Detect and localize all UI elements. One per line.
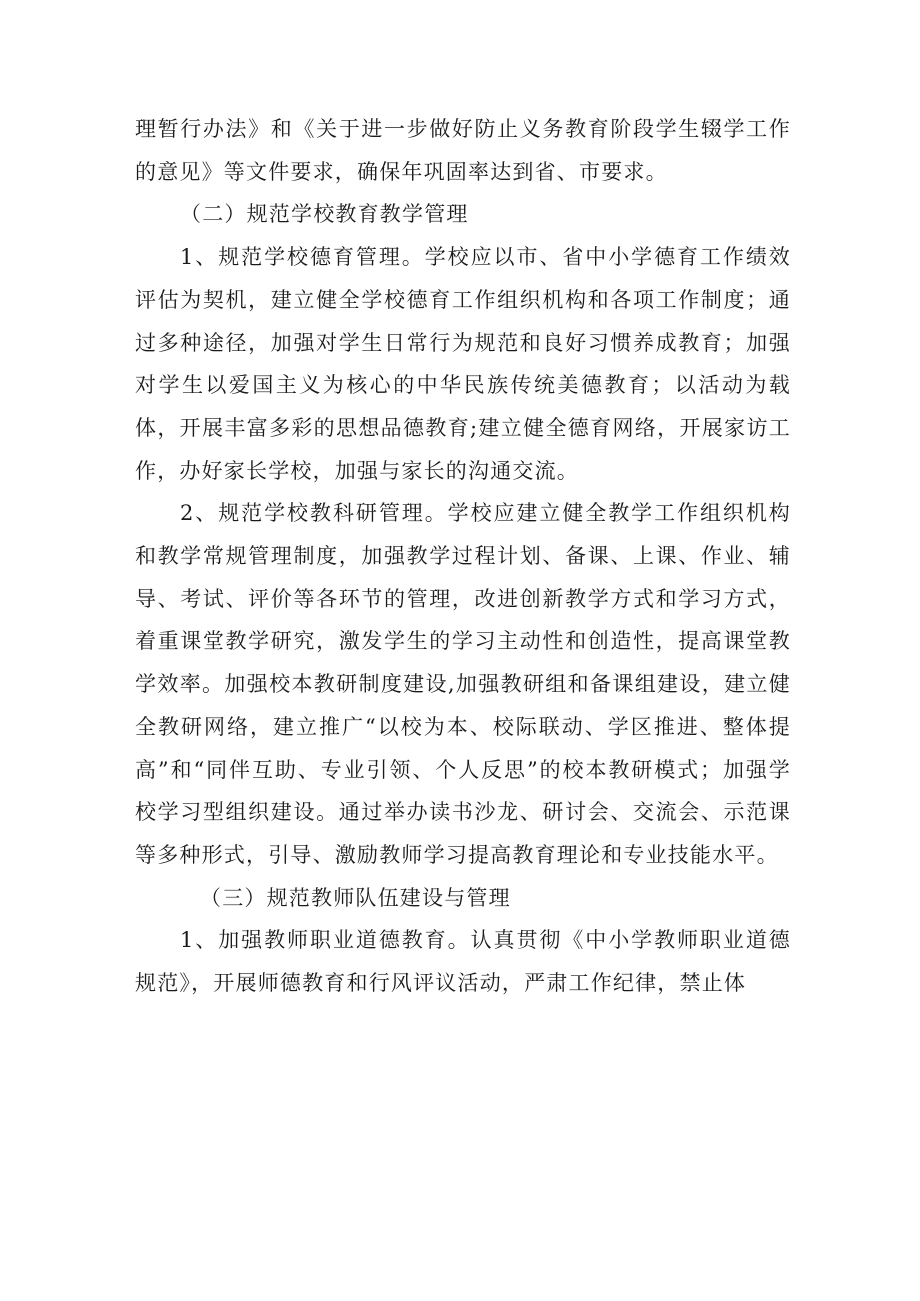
paragraph-teaching-research: 2、规范学校教科研管理。学校应建立健全教学工作组织机构和教学常规管理制度，加强教学过程计划、备课、上课、作业、辅导、考试、评价等各环节的管理，改进创新教学方式和学习方式，着重课堂教学研究，激发学生的学习主动性和创造性，提高课堂教学效率。加强校本教研制度建设,加强教研组和备课组建设，建立健全教研网络，建立推广“以校为本、校际联动、学区推进、整体提高”和“同伴互助、专业引领、个人反思”的校本教研模式；加强学校学习型组织建设。通过举办读书沙龙、研讨会、交流会、示范课等多种形式，引导、激励教师学习提高教育理论和专业技能水平。 bbox=[135, 501, 791, 867]
paragraph-moral-education: 1、规范学校德育管理。学校应以市、省中小学德育工作绩效评估为契机，建立健全学校德育工作组织机构和各项工作制度；通过多种途径，加强对学生日常行为规范和良好习惯养成教育；加强对学生以爱国主义为核心的中华民族传统美德教育；以活动为载体，开展丰富多彩的思想品德教育;建立健全德育网络，开展家访工作，办好家长学校，加强与家长的沟通交流。 bbox=[135, 245, 791, 483]
section-heading-2: （二）规范学校教育教学管理 bbox=[180, 202, 469, 227]
section-heading-3: （三）规范教师队伍建设与管理 bbox=[200, 885, 511, 910]
continuation-paragraph: 理暂行办法》和《关于进一步做好防止义务教育阶段学生辍学工作的意见》等文件要求，确保年巩固率达到省、市要求。 bbox=[135, 117, 791, 184]
paragraph-teacher-ethics: 1、加强教师职业道德教育。认真贯彻《中小学教师职业道德规范》，开展师德教育和行风评议活动，严肃工作纪律，禁止体 bbox=[135, 928, 791, 996]
document-page bbox=[135, 108, 791, 1005]
